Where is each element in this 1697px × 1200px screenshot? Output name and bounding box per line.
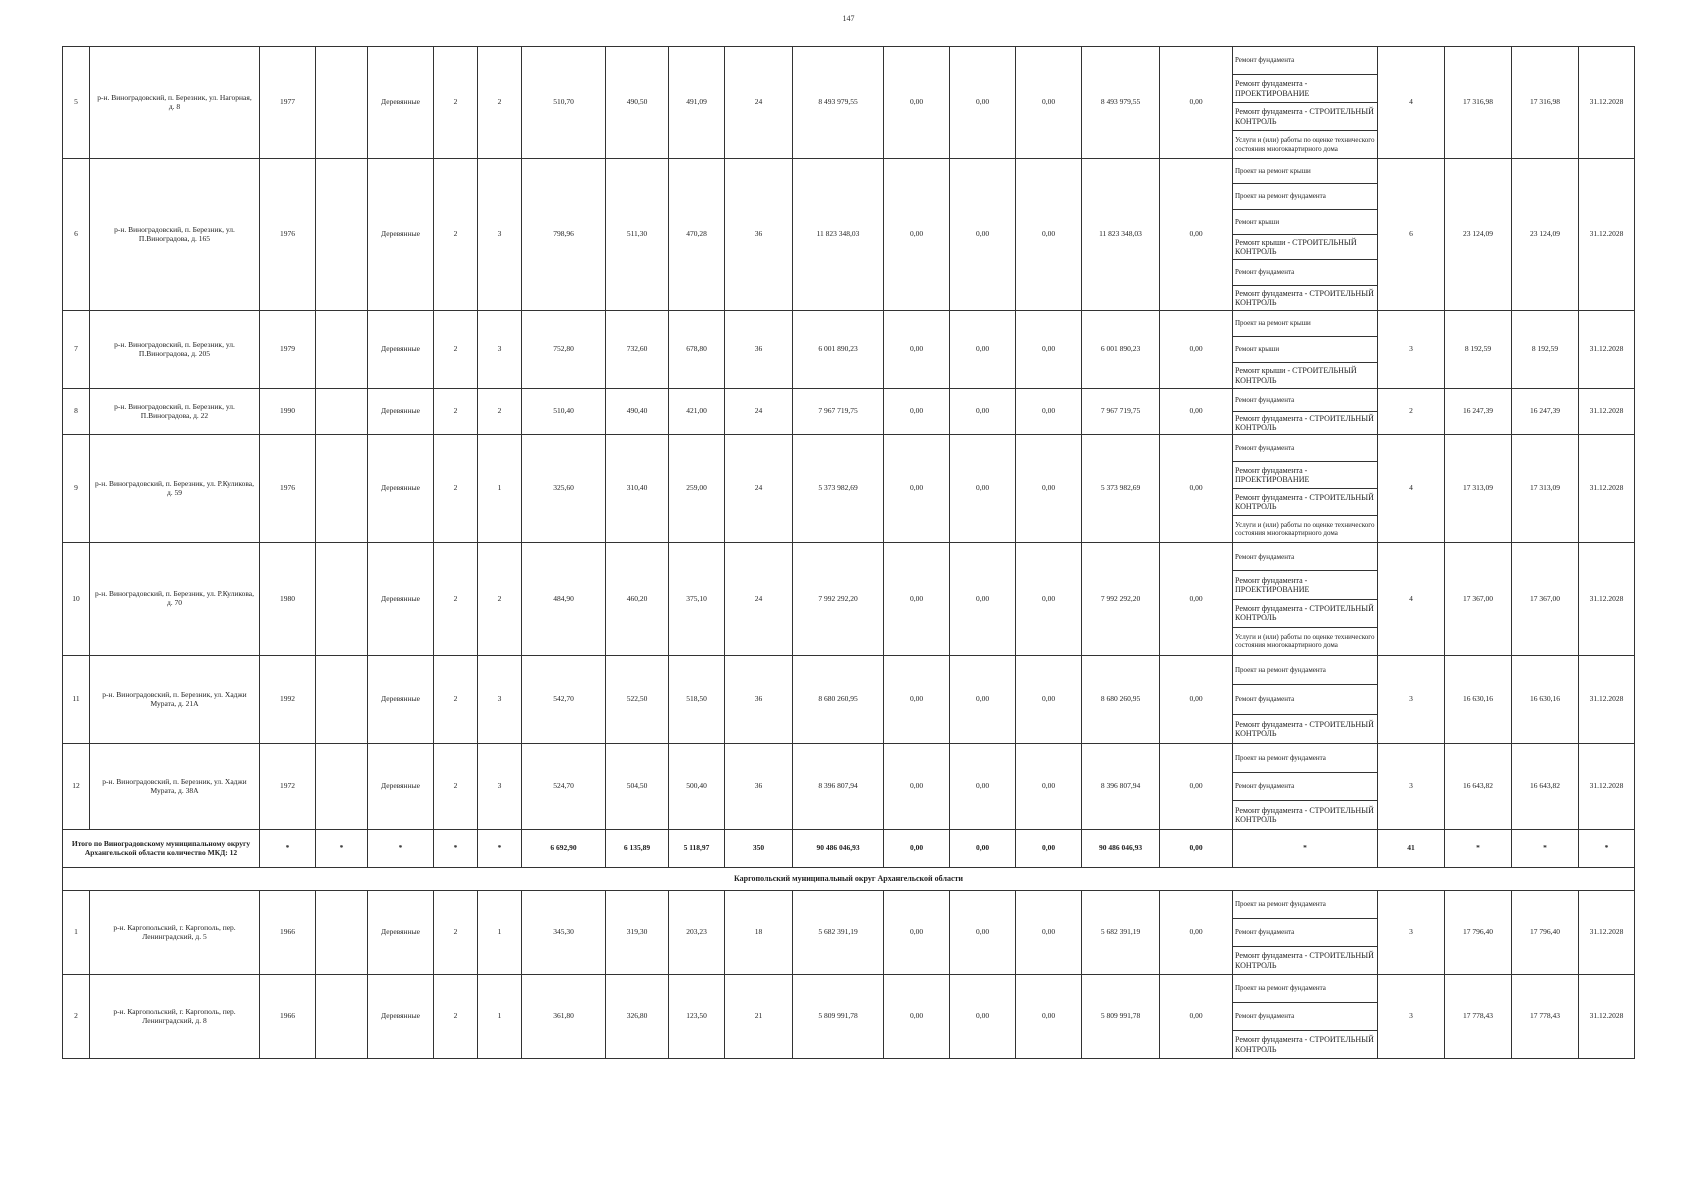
wall-material: Деревянные xyxy=(368,435,434,543)
works-list xyxy=(1233,744,1378,830)
work-item: Ремонт крыши - СТРОИТЕЛЬНЫЙ КОНТРОЛЬ xyxy=(1233,235,1377,260)
work-item: Ремонт крыши xyxy=(1233,210,1377,235)
wall-material: Деревянные xyxy=(368,389,434,435)
total-area: 752,80 xyxy=(522,311,606,389)
work-item: Услуги и (или) работы по оценке технического состояния многоквартирного дома xyxy=(1235,633,1375,650)
max-cost: 17 313,09 xyxy=(1512,435,1579,543)
total-area: 510,40 xyxy=(522,389,606,435)
work-item: Ремонт фундамента xyxy=(1233,435,1377,462)
work-item: Ремонт фундамента - СТРОИТЕЛЬНЫЙ КОНТРОЛЬ xyxy=(1235,413,1374,432)
total-area: 345,30 xyxy=(522,891,606,975)
fund-b: 0,00 xyxy=(950,311,1016,389)
table-row xyxy=(63,47,1635,159)
deadline: 31.12.2028 xyxy=(1579,656,1635,744)
build-year: 1966 xyxy=(260,891,316,975)
row-number: 10 xyxy=(63,543,90,656)
build-year: 1980 xyxy=(260,543,316,656)
works-count: 4 xyxy=(1378,543,1445,656)
table-row xyxy=(63,744,1635,830)
fund-b: 0,00 xyxy=(950,389,1016,435)
works-count: 6 xyxy=(1378,159,1445,311)
address: р-н. Виноградовский, п. Березник, ул. Хаджи Мурата, д. 38А xyxy=(90,744,260,830)
works-count: 3 xyxy=(1378,891,1445,975)
page-number: 147 xyxy=(842,14,855,23)
fund-other: 0,00 xyxy=(1160,543,1233,656)
unit-cost: 16 630,16 xyxy=(1445,656,1512,744)
total-star: * xyxy=(478,830,522,868)
work-item: Ремонт фундамента - СТРОИТЕЛЬНЫЙ КОНТРОЛЬ xyxy=(1235,805,1374,825)
cost-total: 11 823 348,03 xyxy=(793,159,884,311)
residential-area: 421,00 xyxy=(669,389,725,435)
fund-own: 11 823 348,03 xyxy=(1082,159,1160,311)
floors: 2 xyxy=(434,656,478,744)
residents: 18 xyxy=(725,891,793,975)
residents: 24 xyxy=(725,389,793,435)
total-star: * xyxy=(1512,830,1579,868)
works-list xyxy=(1233,389,1378,435)
fund-a: 0,00 xyxy=(884,975,950,1059)
max-cost: 17 778,43 xyxy=(1512,975,1579,1059)
blank-cell xyxy=(316,656,368,744)
total-fund-b: 0,00 xyxy=(950,830,1016,868)
entrances: 2 xyxy=(478,543,522,656)
work-item: Ремонт фундамента - СТРОИТЕЛЬНЫЙ КОНТРОЛЬ xyxy=(1233,489,1377,516)
blank-cell xyxy=(316,389,368,435)
address: р-н. Виноградовский, п. Березник, ул. Хаджи Мурата, д. 21А xyxy=(90,656,260,744)
blank-cell xyxy=(316,435,368,543)
cost-total: 8 680 260,95 xyxy=(793,656,884,744)
work-item: Ремонт крыши - СТРОИТЕЛЬНЫЙ КОНТРОЛЬ xyxy=(1235,366,1357,385)
work-item: Проект на ремонт фундамента xyxy=(1233,656,1377,685)
wall-material: Деревянные xyxy=(368,975,434,1059)
entrances: 1 xyxy=(478,975,522,1059)
deadline: 31.12.2028 xyxy=(1579,159,1635,311)
residential-area: 491,09 xyxy=(669,47,725,159)
work-item: Ремонт фундамента - СТРОИТЕЛЬНЫЙ КОНТРОЛЬ xyxy=(1235,719,1374,738)
fund-other: 0,00 xyxy=(1160,311,1233,389)
kargopolsky-rows xyxy=(63,891,1635,1059)
total-star: * xyxy=(1445,830,1512,868)
fund-own: 7 992 292,20 xyxy=(1082,543,1160,656)
deadline: 31.12.2028 xyxy=(1579,435,1635,543)
work-item: Ремонт крыши xyxy=(1233,337,1377,363)
works-count: 4 xyxy=(1378,47,1445,159)
vinogradovsky-total xyxy=(63,830,1635,891)
unit-cost: 17 778,43 xyxy=(1445,975,1512,1059)
work-item: Проект на ремонт фундамента xyxy=(1233,184,1377,209)
fund-a: 0,00 xyxy=(884,744,950,830)
work-item: Проект на ремонт крыши xyxy=(1233,311,1377,337)
entrances: 1 xyxy=(478,891,522,975)
cost-total: 7 967 719,75 xyxy=(793,389,884,435)
unit-cost: 17 313,09 xyxy=(1445,435,1512,543)
work-item: Ремонт фундамента - ПРОЕКТИРОВАНИЕ xyxy=(1233,571,1377,599)
unit-cost: 17 367,00 xyxy=(1445,543,1512,656)
total-cost: 90 486 046,93 xyxy=(793,830,884,868)
blank-cell xyxy=(316,159,368,311)
total-label: Итого по Виноградовскому муниципальному округу Архангельской области количество МКД: 12 xyxy=(63,830,260,868)
floors: 2 xyxy=(434,975,478,1059)
wall-material: Деревянные xyxy=(368,311,434,389)
blank-cell xyxy=(316,543,368,656)
max-cost: 8 192,59 xyxy=(1512,311,1579,389)
floors: 2 xyxy=(434,891,478,975)
work-item: Ремонт фундамента xyxy=(1233,47,1377,75)
build-year: 1979 xyxy=(260,311,316,389)
fund-other: 0,00 xyxy=(1160,159,1233,311)
total-fund-other: 0,00 xyxy=(1160,830,1233,868)
table-row xyxy=(63,543,1635,656)
works-count: 3 xyxy=(1378,744,1445,830)
max-cost: 17 796,40 xyxy=(1512,891,1579,975)
fund-c: 0,00 xyxy=(1016,891,1082,975)
living-area: 522,50 xyxy=(606,656,669,744)
deadline: 31.12.2028 xyxy=(1579,975,1635,1059)
work-item: Проект на ремонт фундамента xyxy=(1233,744,1377,773)
fund-own: 7 967 719,75 xyxy=(1082,389,1160,435)
unit-cost: 23 124,09 xyxy=(1445,159,1512,311)
works-list xyxy=(1233,435,1378,543)
address: р-н. Виноградовский, п. Березник, ул. Р.Куликова, д. 70 xyxy=(90,543,260,656)
fund-own: 5 682 391,19 xyxy=(1082,891,1160,975)
residential-area: 259,00 xyxy=(669,435,725,543)
blank-cell xyxy=(316,311,368,389)
fund-b: 0,00 xyxy=(950,435,1016,543)
floors: 2 xyxy=(434,744,478,830)
fund-c: 0,00 xyxy=(1016,656,1082,744)
max-cost: 17 367,00 xyxy=(1512,543,1579,656)
blank-cell xyxy=(316,975,368,1059)
living-area: 511,30 xyxy=(606,159,669,311)
residential-area: 678,80 xyxy=(669,311,725,389)
work-item: Услуги и (или) работы по оценке технического состояния многоквартирного дома xyxy=(1235,520,1375,537)
cost-total: 7 992 292,20 xyxy=(793,543,884,656)
fund-other: 0,00 xyxy=(1160,435,1233,543)
address: р-н. Каргопольский, г. Каргополь, пер. Ленинградский, д. 8 xyxy=(90,975,260,1059)
repair-program-table xyxy=(62,46,1635,1059)
row-number: 6 xyxy=(63,159,90,311)
residents: 24 xyxy=(725,543,793,656)
residents: 36 xyxy=(725,744,793,830)
cost-total: 8 493 979,55 xyxy=(793,47,884,159)
work-item: Ремонт фундамента - СТРОИТЕЛЬНЫЙ КОНТРОЛЬ xyxy=(1235,1035,1374,1054)
works-count: 3 xyxy=(1378,975,1445,1059)
table-row xyxy=(63,656,1635,744)
unit-cost: 16 247,39 xyxy=(1445,389,1512,435)
row-number: 1 xyxy=(63,891,90,975)
living-area: 490,40 xyxy=(606,389,669,435)
build-year: 1992 xyxy=(260,656,316,744)
entrances: 3 xyxy=(478,159,522,311)
build-year: 1966 xyxy=(260,975,316,1059)
work-item: Ремонт фундамента xyxy=(1233,543,1377,571)
fund-b: 0,00 xyxy=(950,47,1016,159)
wall-material: Деревянные xyxy=(368,543,434,656)
fund-b: 0,00 xyxy=(950,744,1016,830)
total-star: * xyxy=(1579,830,1635,868)
residents: 36 xyxy=(725,159,793,311)
wall-material: Деревянные xyxy=(368,744,434,830)
works-count: 4 xyxy=(1378,435,1445,543)
blank-cell xyxy=(316,744,368,830)
work-item: Ремонт фундамента - СТРОИТЕЛЬНЫЙ КОНТРОЛЬ xyxy=(1235,288,1374,307)
fund-other: 0,00 xyxy=(1160,891,1233,975)
works-list xyxy=(1233,975,1378,1059)
unit-cost: 8 192,59 xyxy=(1445,311,1512,389)
fund-other: 0,00 xyxy=(1160,389,1233,435)
build-year: 1990 xyxy=(260,389,316,435)
residential-area: 470,28 xyxy=(669,159,725,311)
residents: 36 xyxy=(725,311,793,389)
fund-b: 0,00 xyxy=(950,543,1016,656)
build-year: 1972 xyxy=(260,744,316,830)
works-list xyxy=(1233,543,1378,656)
entrances: 3 xyxy=(478,656,522,744)
address: р-н. Виноградовский, п. Березник, ул. П.Виноградова, д. 22 xyxy=(90,389,260,435)
floors: 2 xyxy=(434,159,478,311)
total-fund-own: 90 486 046,93 xyxy=(1082,830,1160,868)
works-count: 2 xyxy=(1378,389,1445,435)
total-area: 361,80 xyxy=(522,975,606,1059)
fund-own: 8 396 807,94 xyxy=(1082,744,1160,830)
works-list xyxy=(1233,891,1378,975)
fund-a: 0,00 xyxy=(884,47,950,159)
cost-total: 5 682 391,19 xyxy=(793,891,884,975)
fund-b: 0,00 xyxy=(950,891,1016,975)
row-number: 2 xyxy=(63,975,90,1059)
vinogradovsky-rows xyxy=(63,47,1635,830)
deadline: 31.12.2028 xyxy=(1579,891,1635,975)
fund-other: 0,00 xyxy=(1160,975,1233,1059)
total-area: 524,70 xyxy=(522,744,606,830)
table-row xyxy=(63,311,1635,389)
wall-material: Деревянные xyxy=(368,891,434,975)
entrances: 2 xyxy=(478,47,522,159)
max-cost: 17 316,98 xyxy=(1512,47,1579,159)
entrances: 2 xyxy=(478,389,522,435)
deadline: 31.12.2028 xyxy=(1579,744,1635,830)
cost-total: 8 396 807,94 xyxy=(793,744,884,830)
deadline: 31.12.2028 xyxy=(1579,389,1635,435)
table-row xyxy=(63,389,1635,435)
work-item: Ремонт фундамента xyxy=(1233,685,1377,714)
table-row xyxy=(63,891,1635,975)
works-list xyxy=(1233,159,1378,311)
residents: 21 xyxy=(725,975,793,1059)
row-number: 5 xyxy=(63,47,90,159)
work-item: Ремонт фундамента xyxy=(1233,260,1377,285)
work-item: Услуги и (или) работы по оценке технического состояния многоквартирного дома xyxy=(1235,136,1375,153)
fund-b: 0,00 xyxy=(950,159,1016,311)
cost-total: 5 809 991,78 xyxy=(793,975,884,1059)
table-row xyxy=(63,159,1635,311)
floors: 2 xyxy=(434,311,478,389)
fund-own: 5 809 991,78 xyxy=(1082,975,1160,1059)
blank-cell xyxy=(316,891,368,975)
work-item: Ремонт фундамента xyxy=(1233,389,1377,412)
fund-c: 0,00 xyxy=(1016,47,1082,159)
floors: 2 xyxy=(434,47,478,159)
total-works-count: 41 xyxy=(1378,830,1445,868)
total-res-area: 5 118,97 xyxy=(669,830,725,868)
total-total-area: 6 692,90 xyxy=(522,830,606,868)
fund-a: 0,00 xyxy=(884,891,950,975)
section-title: Каргопольский муниципальный округ Архангельской области xyxy=(63,868,1635,891)
living-area: 326,80 xyxy=(606,975,669,1059)
address: р-н. Каргопольский, г. Каргополь, пер. Ленинградский, д. 5 xyxy=(90,891,260,975)
build-year: 1976 xyxy=(260,435,316,543)
address: р-н. Виноградовский, п. Березник, ул. Нагорная, д. 8 xyxy=(90,47,260,159)
fund-c: 0,00 xyxy=(1016,435,1082,543)
residents: 24 xyxy=(725,435,793,543)
living-area: 460,20 xyxy=(606,543,669,656)
residential-area: 123,50 xyxy=(669,975,725,1059)
fund-a: 0,00 xyxy=(884,435,950,543)
floors: 2 xyxy=(434,435,478,543)
fund-c: 0,00 xyxy=(1016,543,1082,656)
row-number: 11 xyxy=(63,656,90,744)
work-item: Ремонт фундамента - ПРОЕКТИРОВАНИЕ xyxy=(1233,462,1377,489)
fund-c: 0,00 xyxy=(1016,159,1082,311)
total-star: * xyxy=(368,830,434,868)
work-item: Проект на ремонт фундамента xyxy=(1233,891,1377,919)
unit-cost: 17 316,98 xyxy=(1445,47,1512,159)
address: р-н. Виноградовский, п. Березник, ул. П.Виноградова, д. 205 xyxy=(90,311,260,389)
living-area: 504,50 xyxy=(606,744,669,830)
fund-c: 0,00 xyxy=(1016,744,1082,830)
residential-area: 375,10 xyxy=(669,543,725,656)
residents: 36 xyxy=(725,656,793,744)
build-year: 1977 xyxy=(260,47,316,159)
fund-a: 0,00 xyxy=(884,311,950,389)
wall-material: Деревянные xyxy=(368,47,434,159)
fund-a: 0,00 xyxy=(884,543,950,656)
work-item: Ремонт фундамента xyxy=(1233,773,1377,802)
work-item: Ремонт фундамента - СТРОИТЕЛЬНЫЙ КОНТРОЛЬ xyxy=(1233,103,1377,131)
works-count: 3 xyxy=(1378,656,1445,744)
fund-c: 0,00 xyxy=(1016,975,1082,1059)
address: р-н. Виноградовский, п. Березник, ул. П.Виноградова, д. 165 xyxy=(90,159,260,311)
fund-own: 8 680 260,95 xyxy=(1082,656,1160,744)
work-item: Ремонт фундамента xyxy=(1233,1003,1377,1031)
fund-a: 0,00 xyxy=(884,389,950,435)
row-number: 7 xyxy=(63,311,90,389)
fund-b: 0,00 xyxy=(950,975,1016,1059)
wall-material: Деревянные xyxy=(368,656,434,744)
total-area: 798,96 xyxy=(522,159,606,311)
fund-other: 0,00 xyxy=(1160,47,1233,159)
max-cost: 16 630,16 xyxy=(1512,656,1579,744)
cost-total: 5 373 982,69 xyxy=(793,435,884,543)
build-year: 1976 xyxy=(260,159,316,311)
entrances: 3 xyxy=(478,311,522,389)
total-area: 510,70 xyxy=(522,47,606,159)
living-area: 490,50 xyxy=(606,47,669,159)
work-item: Проект на ремонт фундамента xyxy=(1233,975,1377,1003)
address: р-н. Виноградовский, п. Березник, ул. Р.Куликова, д. 59 xyxy=(90,435,260,543)
residential-area: 203,23 xyxy=(669,891,725,975)
fund-other: 0,00 xyxy=(1160,744,1233,830)
unit-cost: 16 643,82 xyxy=(1445,744,1512,830)
fund-own: 5 373 982,69 xyxy=(1082,435,1160,543)
deadline: 31.12.2028 xyxy=(1579,47,1635,159)
residential-area: 518,50 xyxy=(669,656,725,744)
total-living-area: 6 135,89 xyxy=(606,830,669,868)
fund-a: 0,00 xyxy=(884,656,950,744)
residential-area: 500,40 xyxy=(669,744,725,830)
entrances: 1 xyxy=(478,435,522,543)
fund-a: 0,00 xyxy=(884,159,950,311)
fund-other: 0,00 xyxy=(1160,656,1233,744)
max-cost: 16 643,82 xyxy=(1512,744,1579,830)
work-item: Ремонт фундамента - СТРОИТЕЛЬНЫЙ КОНТРОЛЬ xyxy=(1233,600,1377,628)
works-list xyxy=(1233,47,1378,159)
fund-c: 0,00 xyxy=(1016,311,1082,389)
section-header-row xyxy=(63,868,1635,891)
work-item: Ремонт фундамента xyxy=(1233,919,1377,947)
deadline: 31.12.2028 xyxy=(1579,311,1635,389)
fund-b: 0,00 xyxy=(950,656,1016,744)
work-item: Ремонт фундамента - СТРОИТЕЛЬНЫЙ КОНТРОЛЬ xyxy=(1235,951,1374,970)
works-list xyxy=(1233,656,1378,744)
max-cost: 23 124,09 xyxy=(1512,159,1579,311)
living-area: 319,30 xyxy=(606,891,669,975)
total-star: * xyxy=(1233,830,1378,868)
floors: 2 xyxy=(434,543,478,656)
works-list xyxy=(1233,311,1378,389)
cost-total: 6 001 890,23 xyxy=(793,311,884,389)
total-star: * xyxy=(260,830,316,868)
total-star: * xyxy=(316,830,368,868)
work-item: Проект на ремонт крыши xyxy=(1233,159,1377,184)
total-area: 484,90 xyxy=(522,543,606,656)
row-number: 9 xyxy=(63,435,90,543)
unit-cost: 17 796,40 xyxy=(1445,891,1512,975)
living-area: 732,60 xyxy=(606,311,669,389)
table-row xyxy=(63,975,1635,1059)
blank-cell xyxy=(316,47,368,159)
fund-c: 0,00 xyxy=(1016,389,1082,435)
row-number: 12 xyxy=(63,744,90,830)
row-number: 8 xyxy=(63,389,90,435)
deadline: 31.12.2028 xyxy=(1579,543,1635,656)
fund-own: 8 493 979,55 xyxy=(1082,47,1160,159)
total-star: * xyxy=(434,830,478,868)
table-row xyxy=(63,435,1635,543)
fund-own: 6 001 890,23 xyxy=(1082,311,1160,389)
work-item: Ремонт фундамента - ПРОЕКТИРОВАНИЕ xyxy=(1233,75,1377,103)
total-area: 542,70 xyxy=(522,656,606,744)
total-fund-a: 0,00 xyxy=(884,830,950,868)
floors: 2 xyxy=(434,389,478,435)
total-residents: 350 xyxy=(725,830,793,868)
total-fund-c: 0,00 xyxy=(1016,830,1082,868)
entrances: 3 xyxy=(478,744,522,830)
wall-material: Деревянные xyxy=(368,159,434,311)
residents: 24 xyxy=(725,47,793,159)
total-area: 325,60 xyxy=(522,435,606,543)
living-area: 310,40 xyxy=(606,435,669,543)
max-cost: 16 247,39 xyxy=(1512,389,1579,435)
total-row xyxy=(63,830,1635,868)
works-count: 3 xyxy=(1378,311,1445,389)
